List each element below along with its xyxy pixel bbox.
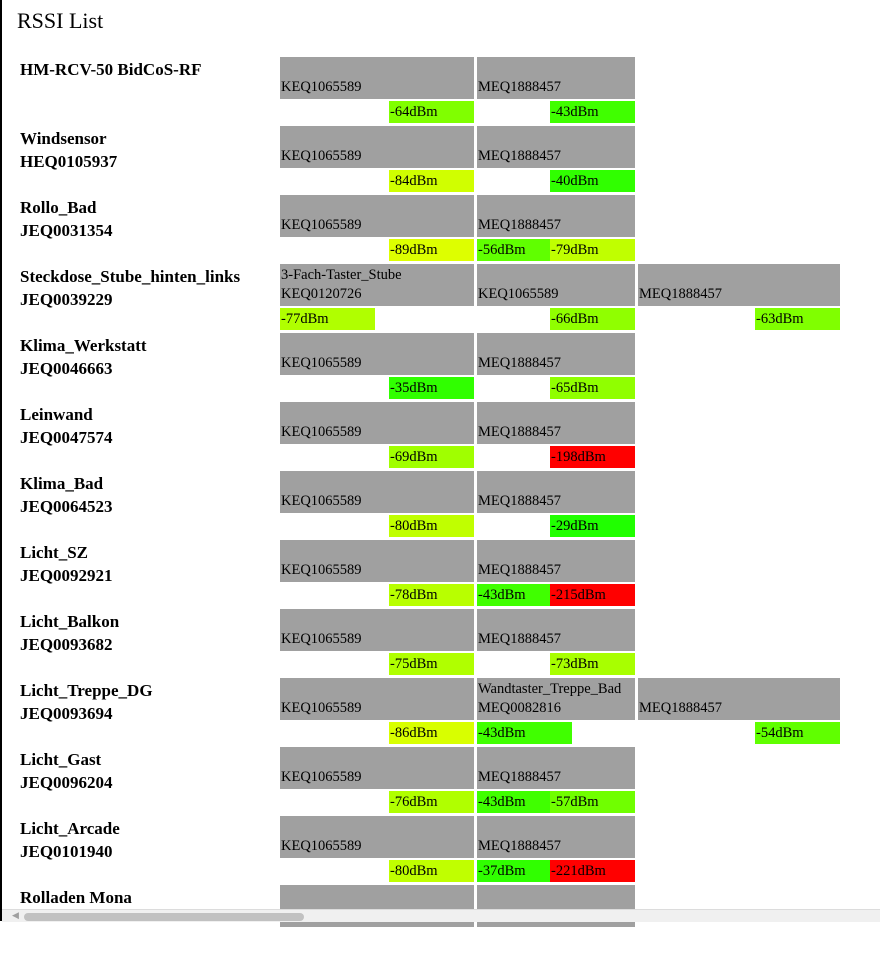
device-name-label: Klima_Werkstatt — [20, 336, 147, 355]
scrollbar-thumb[interactable] — [24, 913, 304, 921]
peer-serial: KEQ1065589 — [281, 355, 362, 371]
peer-cell — [477, 333, 635, 375]
peer-serial: MEQ1888457 — [478, 148, 561, 164]
rssi-value-text: -56dBm — [478, 242, 526, 258]
rssi-value-badge — [550, 170, 635, 192]
peer-cell — [280, 747, 474, 789]
device-serial: JEQ0047574 — [20, 428, 113, 447]
rssi-value-badge — [389, 791, 474, 813]
peer-serial: MEQ1888457 — [478, 562, 561, 578]
rssi-value-text: -84dBm — [390, 173, 438, 189]
device-serial: JEQ0092921 — [20, 566, 113, 585]
device-name-label: Windsensor — [20, 129, 107, 148]
device-name-label: Klima_Bad — [20, 474, 104, 493]
peer-serial: MEQ1888457 — [478, 769, 561, 785]
device-serial: JEQ0101940 — [20, 842, 113, 861]
rssi-value-text: -57dBm — [551, 794, 599, 810]
device-name-label: Rollo_Bad — [20, 198, 97, 217]
peer-cell — [477, 816, 635, 858]
rssi-value-badge — [389, 860, 474, 882]
rssi-value-badge — [755, 722, 840, 744]
peer-cell — [280, 126, 474, 168]
rssi-value-text: -75dBm — [390, 656, 438, 672]
device-row — [0, 609, 880, 678]
rssi-value-badge — [389, 653, 474, 675]
device-row — [0, 540, 880, 609]
scroll-left-arrow-icon[interactable]: ◀ — [12, 911, 19, 921]
device-row — [0, 747, 880, 816]
rssi-value-badge — [550, 653, 635, 675]
device-name-label: Licht_Gast — [20, 750, 102, 769]
device-serial: JEQ0046663 — [20, 359, 113, 378]
rssi-value-text: -29dBm — [551, 518, 599, 534]
peer-cell — [280, 540, 474, 582]
peer-serial: KEQ0120726 — [281, 286, 362, 302]
device-name-label: HM-RCV-50 BidCoS-RF — [20, 60, 202, 79]
peer-serial: MEQ1888457 — [639, 700, 722, 716]
rssi-value-text: -76dBm — [390, 794, 438, 810]
device-row — [0, 264, 880, 333]
peer-cell — [280, 609, 474, 651]
peer-serial: MEQ1888457 — [478, 838, 561, 854]
rssi-value-text: -77dBm — [281, 311, 329, 327]
peer-serial: MEQ1888457 — [478, 424, 561, 440]
device-name-label: Licht_Balkon — [20, 612, 120, 631]
rssi-value-badge — [389, 239, 474, 261]
rssi-value-text: -69dBm — [390, 449, 438, 465]
device-name-label: Licht_SZ — [20, 543, 89, 562]
peer-serial: MEQ1888457 — [478, 217, 561, 233]
rssi-value-badge — [389, 515, 474, 537]
rssi-value-badge — [389, 722, 474, 744]
rssi-value-text: -215dBm — [551, 587, 606, 603]
rssi-value-badge — [389, 377, 474, 399]
device-name-label: Rolladen Mona — [20, 888, 132, 907]
rssi-value-badge — [389, 584, 474, 606]
rssi-value-text: -73dBm — [551, 656, 599, 672]
rssi-value-text: -64dBm — [390, 104, 438, 120]
peer-serial: KEQ1065589 — [281, 79, 362, 95]
rssi-value-badge — [550, 239, 635, 261]
peer-cell — [477, 540, 635, 582]
peer-serial: KEQ1065589 — [281, 769, 362, 785]
peer-cell — [280, 333, 474, 375]
peer-cell — [477, 57, 635, 99]
device-row — [0, 57, 880, 126]
rssi-value-badge — [755, 308, 840, 330]
device-serial: JEQ0031354 — [20, 221, 113, 240]
rssi-value-text: -65dBm — [551, 380, 599, 396]
rssi-value-text: -78dBm — [390, 587, 438, 603]
rssi-value-text: -66dBm — [551, 311, 599, 327]
device-serial: JEQ0096204 — [20, 773, 113, 792]
peer-cell — [638, 264, 840, 306]
rssi-value-text: -43dBm — [478, 587, 526, 603]
peer-serial: KEQ1065589 — [281, 838, 362, 854]
rssi-value-badge — [550, 584, 635, 606]
peer-serial: MEQ0082816 — [478, 700, 561, 716]
peer-cell — [280, 57, 474, 99]
rssi-value-text: -89dBm — [390, 242, 438, 258]
rssi-value-badge — [550, 791, 635, 813]
peer-serial: KEQ1065589 — [281, 562, 362, 578]
peer-cell — [280, 402, 474, 444]
device-name-label: Licht_Arcade — [20, 819, 120, 838]
peer-serial: MEQ1888457 — [478, 355, 561, 371]
rssi-value-badge — [477, 722, 572, 744]
peer-cell — [280, 678, 474, 720]
peer-serial: KEQ1065589 — [281, 217, 362, 233]
device-row — [0, 402, 880, 471]
device-row — [0, 471, 880, 540]
rssi-value-text: -43dBm — [478, 725, 526, 741]
rssi-value-text: -80dBm — [390, 863, 438, 879]
device-name-label: Licht_Treppe_DG — [20, 681, 153, 700]
peer-cell — [280, 816, 474, 858]
peer-serial: KEQ1065589 — [281, 700, 362, 716]
device-serial: JEQ0039229 — [20, 290, 113, 309]
rssi-value-badge — [550, 515, 635, 537]
rssi-value-text: -221dBm — [551, 863, 606, 879]
peer-cell — [477, 402, 635, 444]
rssi-value-badge — [550, 446, 635, 468]
peer-serial: KEQ1065589 — [281, 148, 362, 164]
rssi-value-badge — [389, 446, 474, 468]
device-serial: JEQ0093694 — [20, 704, 113, 723]
device-serial: JEQ0064523 — [20, 497, 113, 516]
peer-serial: KEQ1065589 — [281, 424, 362, 440]
rssi-value-text: -80dBm — [390, 518, 438, 534]
peer-cell — [638, 678, 840, 720]
peer-serial: KEQ1065589 — [281, 631, 362, 647]
peer-serial: KEQ1065589 — [281, 493, 362, 509]
rssi-value-text: -79dBm — [551, 242, 599, 258]
page-title: RSSI List — [17, 8, 104, 33]
rssi-value-badge — [550, 101, 635, 123]
peer-serial: MEQ1888457 — [478, 79, 561, 95]
rssi-value-text: -86dBm — [390, 725, 438, 741]
rssi-value-badge — [280, 308, 375, 330]
horizontal-scrollbar[interactable] — [2, 909, 880, 922]
rssi-value-text: -35dBm — [390, 380, 438, 396]
device-name-label: Steckdose_Stube_hinten_links — [20, 267, 241, 286]
peer-cell — [477, 126, 635, 168]
rssi-value-badge — [389, 170, 474, 192]
peer-name: Wandtaster_Treppe_Bad — [478, 681, 622, 697]
rssi-value-badge — [550, 860, 635, 882]
peer-serial: MEQ1888457 — [478, 493, 561, 509]
peer-serial: KEQ1065589 — [478, 286, 559, 302]
device-row — [0, 126, 880, 195]
device-name-label: Leinwand — [20, 405, 93, 424]
rssi-value-badge — [550, 308, 635, 330]
rssi-value-text: -43dBm — [478, 794, 526, 810]
rssi-value-text: -43dBm — [551, 104, 599, 120]
peer-cell — [477, 678, 635, 720]
rssi-value-badge — [389, 101, 474, 123]
rssi-value-text: -198dBm — [551, 449, 606, 465]
device-serial: JEQ0093682 — [20, 635, 113, 654]
device-row — [0, 678, 880, 747]
peer-cell — [477, 264, 635, 306]
rssi-value-text: -63dBm — [756, 311, 804, 327]
rssi-value-text: -54dBm — [756, 725, 804, 741]
rssi-value-text: -40dBm — [551, 173, 599, 189]
peer-serial: MEQ1888457 — [478, 631, 561, 647]
peer-cell — [477, 195, 635, 237]
peer-name: 3-Fach-Taster_Stube — [281, 267, 402, 283]
peer-cell — [477, 471, 635, 513]
rssi-value-text: -37dBm — [478, 863, 526, 879]
device-row — [0, 195, 880, 264]
rssi-value-badge — [550, 377, 635, 399]
device-serial: HEQ0105937 — [20, 152, 118, 171]
peer-cell — [280, 195, 474, 237]
device-row — [0, 333, 880, 402]
peer-serial: MEQ1888457 — [639, 286, 722, 302]
peer-cell — [280, 264, 474, 306]
peer-cell — [477, 609, 635, 651]
peer-cell — [477, 747, 635, 789]
device-row — [0, 816, 880, 885]
peer-cell — [280, 471, 474, 513]
